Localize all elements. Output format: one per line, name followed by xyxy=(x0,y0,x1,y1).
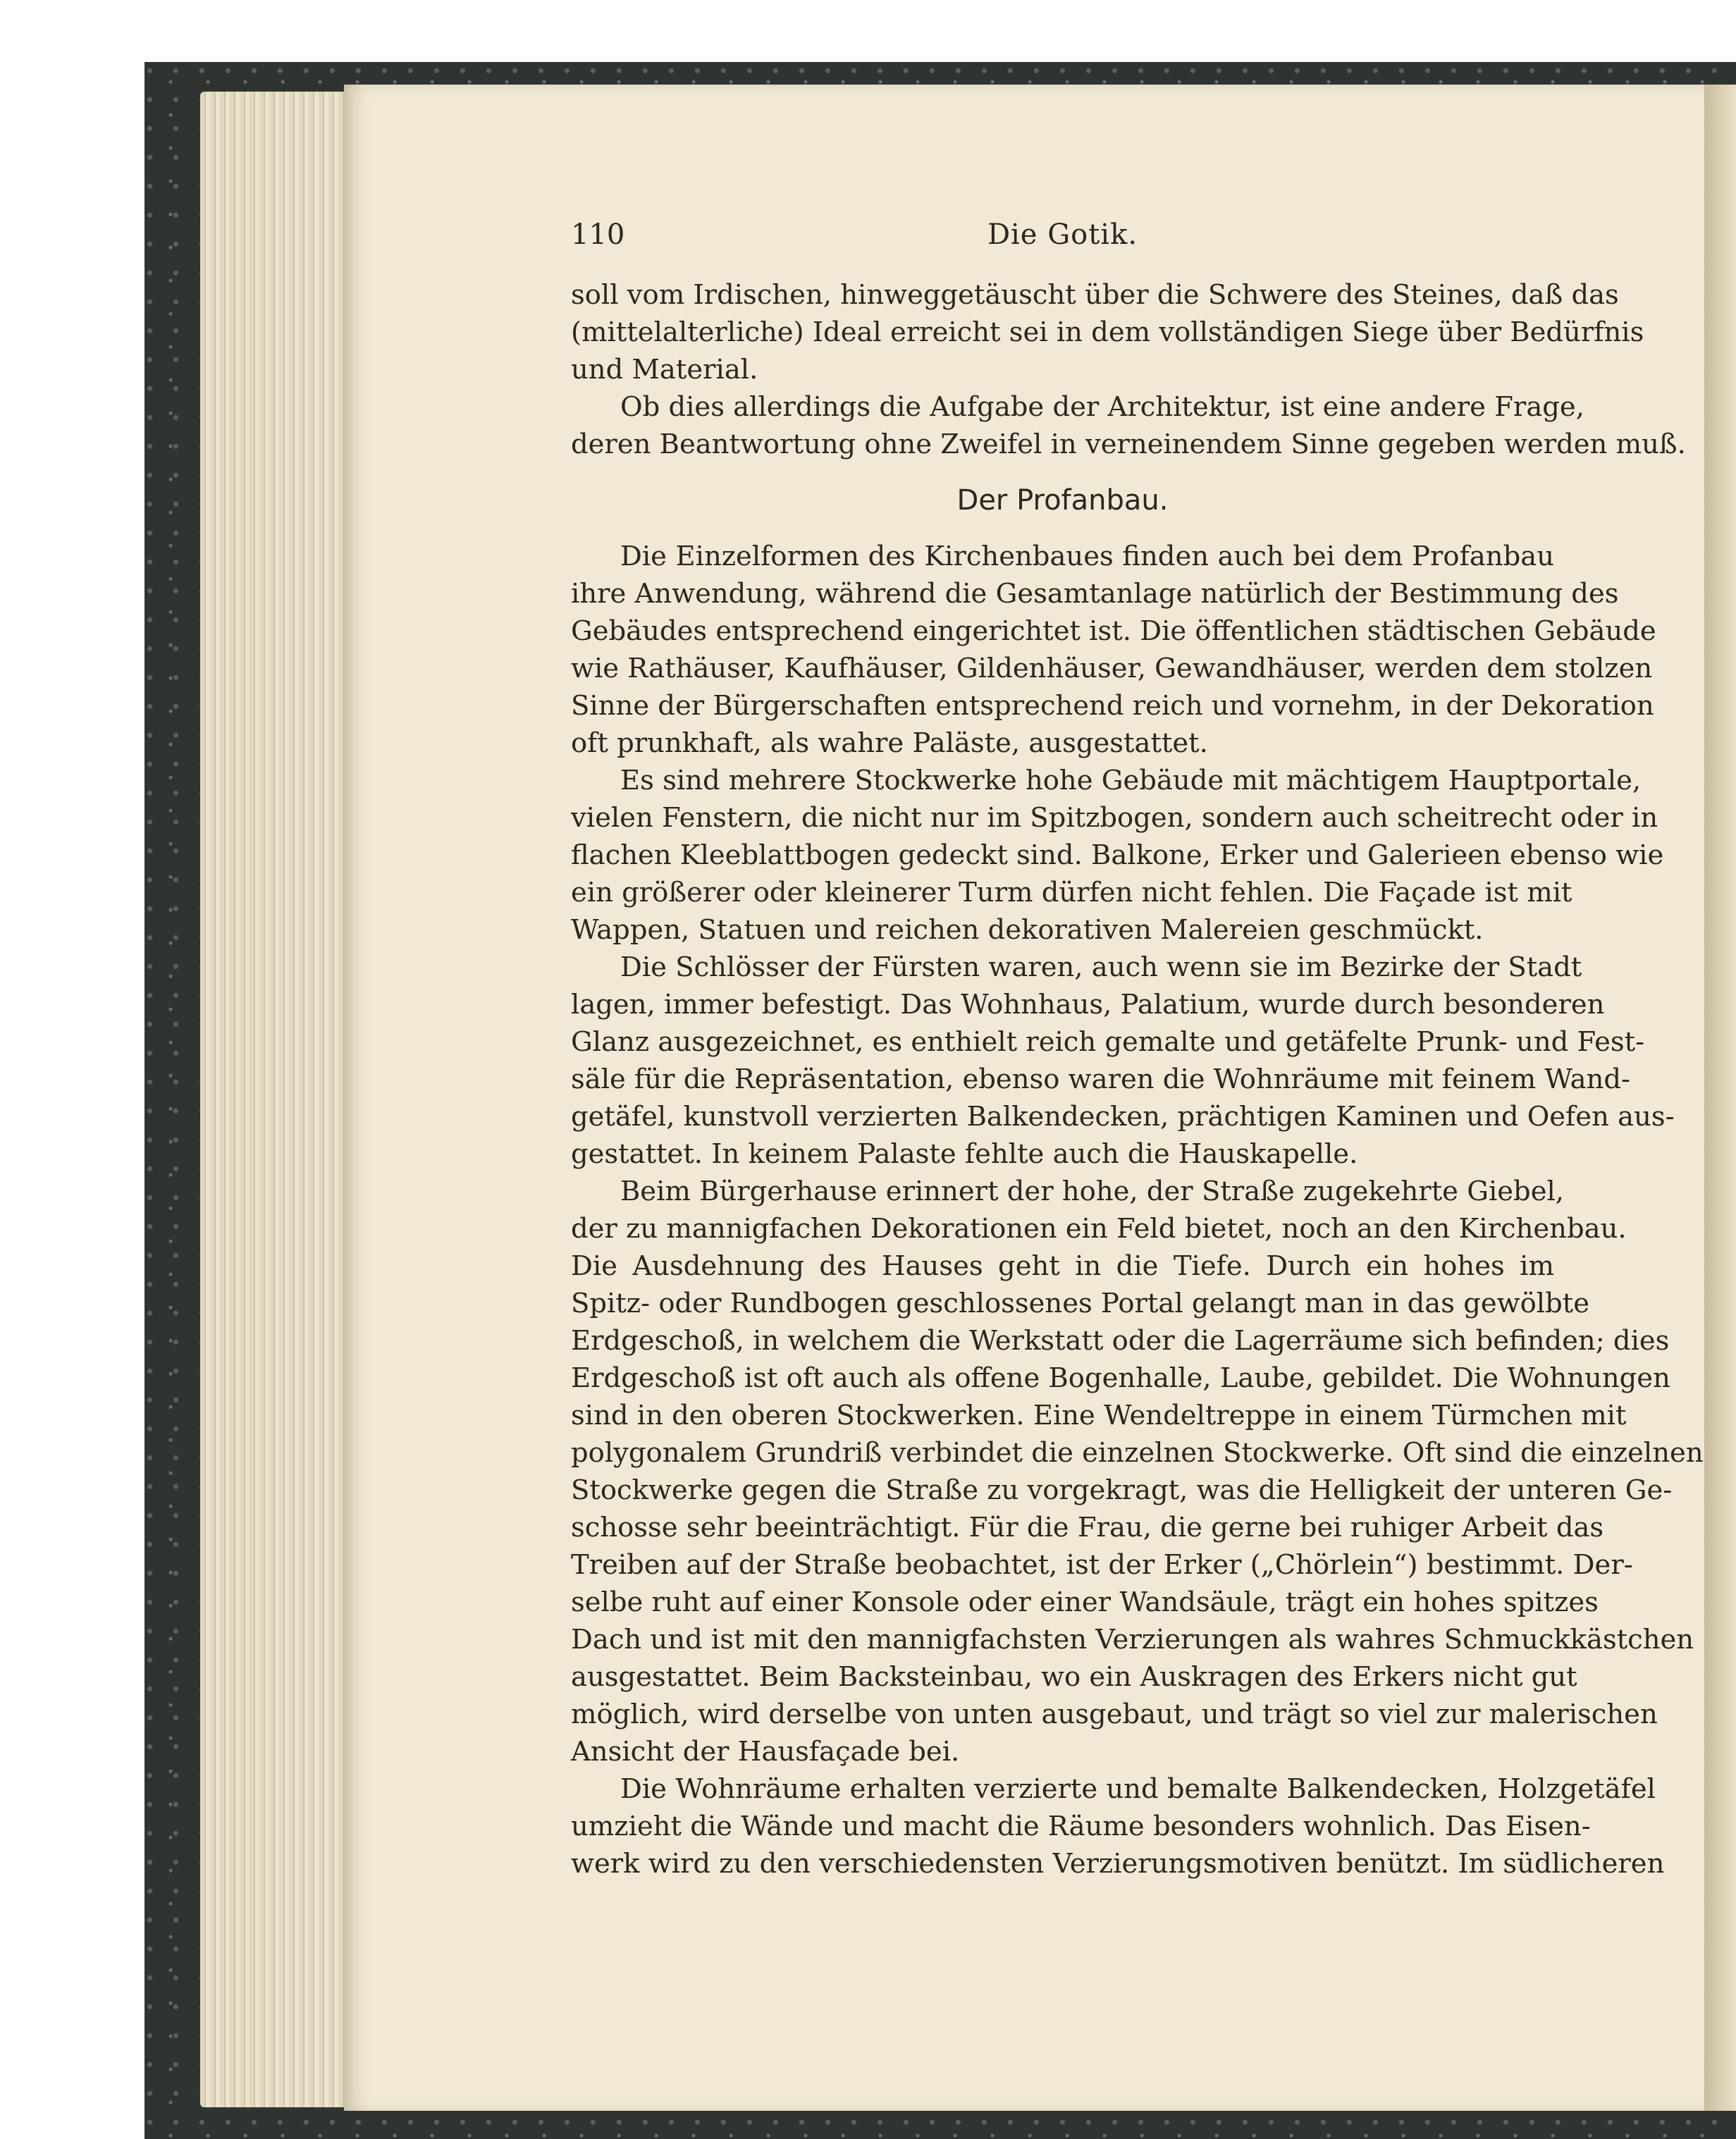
text-line: Die Wohnräume erhalten verzierte und bemalte Balkendecken, Holzgetäfel xyxy=(620,1773,1656,1805)
text-line: Gebäudes entsprechend eingerichtet ist. Die öffentlichen städtischen Gebäude xyxy=(571,615,1656,647)
text-line: Glanz ausgezeichnet, es enthielt reich gemalte und getäfelte Prunk- und Fest- xyxy=(571,1026,1645,1058)
text-line: schosse sehr beeinträchtigt. Für die Frau, die gerne bei ruhiger Arbeit das xyxy=(571,1512,1604,1543)
page-number: 110 xyxy=(571,218,625,251)
text-line: Treiben auf der Straße beobachtet, ist der Erker („Chörlein“) bestimmt. Der- xyxy=(571,1549,1633,1581)
text-line: umzieht die Wände und macht die Räume besonders wohnlich. Das Eisen- xyxy=(571,1811,1591,1842)
text-line: vielen Fenstern, die nicht nur im Spitzbogen, sondern auch scheitrecht oder in xyxy=(571,802,1658,834)
text-line: lagen, immer befestigt. Das Wohnhaus, Palatium, wurde durch besonderen xyxy=(571,989,1605,1021)
text-line: möglich, wird derselbe von unten ausgebaut, und trägt so viel zur malerischen xyxy=(571,1699,1658,1730)
running-head xyxy=(571,218,1554,254)
text-line: Erdgeschoß ist oft auch als offene Bogenhalle, Laube, gebildet. Die Wohnungen xyxy=(571,1362,1670,1394)
text-line: Ansicht der Hausfaçade bei. xyxy=(571,1736,960,1768)
text-line: Wappen, Statuen und reichen dekorativen Malereien geschmückt. xyxy=(571,914,1484,946)
text-line: getäfel, kunstvoll verzierten Balkendecken, prächtigen Kaminen und Oefen aus- xyxy=(571,1101,1675,1133)
text-line: ihre Anwendung, während die Gesamtanlage natürlich der Bestimmung des xyxy=(571,578,1619,610)
chapter-title: Die Gotik. xyxy=(987,218,1138,251)
text-line: soll vom Irdischen, hinweggetäuscht über die Schwere des Steines, daß das xyxy=(571,279,1619,311)
text-line: ausgestattet. Beim Backsteinbau, wo ein Auskragen des Erkers nicht gut xyxy=(571,1661,1577,1693)
text-line: Die Schlösser der Fürsten waren, auch wenn sie im Bezirke der Stadt xyxy=(620,951,1582,983)
text-line: säle für die Repräsentation, ebenso waren die Wohnräume mit feinem Wand- xyxy=(571,1064,1631,1095)
text-line: flachen Kleeblattbogen gedeckt sind. Balkone, Erker und Galerieen ebenso wie xyxy=(571,839,1664,871)
body-text xyxy=(571,276,1704,1882)
text-line: sind in den oberen Stockwerken. Eine Wendeltreppe in einem Türmchen mit xyxy=(571,1400,1627,1431)
next-page-edge xyxy=(1704,85,1736,2111)
text-line: oft prunkhaft, als wahre Paläste, ausgestattet. xyxy=(571,727,1208,759)
text-line: ein größerer oder kleinerer Turm dürfen nicht fehlen. Die Façade ist mit xyxy=(571,877,1572,908)
text-line: gestattet. In keinem Palaste fehlte auch die Hauskapelle. xyxy=(571,1138,1358,1170)
text-line: Die Ausdehnung des Hauses geht in die Tiefe. Durch ein hohes im xyxy=(571,1250,1554,1282)
text-line: Es sind mehrere Stockwerke hohe Gebäude mit mächtigem Hauptportale, xyxy=(620,765,1642,796)
text-line: Erdgeschoß, in welchem die Werkstatt oder die Lagerräume sich befinden; dies xyxy=(571,1325,1670,1357)
text-line: werk wird zu den verschiedensten Verzierungsmotiven benützt. Im südlicheren xyxy=(571,1848,1665,1880)
text-line: selbe ruht auf einer Konsole oder einer Wandsäule, trägt ein hohes spitzes xyxy=(571,1586,1599,1618)
text-line: Stockwerke gegen die Straße zu vorgekragt, was die Helligkeit der unteren Ge- xyxy=(571,1474,1673,1506)
text-line: und Material. xyxy=(571,354,758,386)
text-line: wie Rathäuser, Kaufhäuser, Gildenhäuser, Gewandhäuser, werden dem stolzen xyxy=(571,653,1653,684)
text-line: Dach und ist mit den mannigfachsten Verzierungen als wahres Schmuckkästchen xyxy=(571,1624,1694,1656)
section-heading: Der Profanbau. xyxy=(956,484,1169,517)
text-line: polygonalem Grundriß verbindet die einzelnen Stockwerke. Oft sind die einzelnen xyxy=(571,1437,1704,1469)
text-line: Sinne der Bürgerschaften entsprechend reich und vornehm, in der Dekoration xyxy=(571,690,1654,722)
page-content xyxy=(571,211,1704,1973)
text-line: der zu mannigfachen Dekorationen ein Feld bietet, noch an den Kirchenbau. xyxy=(571,1213,1627,1245)
page-edges xyxy=(200,92,348,2107)
text-line: Beim Bürgerhause erinnert der hohe, der Straße zugekehrte Giebel, xyxy=(620,1176,1565,1207)
text-line: Ob dies allerdings die Aufgabe der Architektur, ist eine andere Frage, xyxy=(620,391,1584,423)
text-line: (mittelalterliche) Ideal erreicht sei in dem vollständigen Siege über Bedürfnis xyxy=(571,316,1644,348)
text-line: Spitz- oder Rundbogen geschlossenes Portal gelangt man in das gewölbte xyxy=(571,1288,1589,1319)
text-line: deren Beantwortung ohne Zweifel in verneinendem Sinne gegeben werden muß. xyxy=(571,429,1686,460)
text-line: Die Einzelformen des Kirchenbaues finden auch bei dem Profanbau xyxy=(620,541,1554,572)
